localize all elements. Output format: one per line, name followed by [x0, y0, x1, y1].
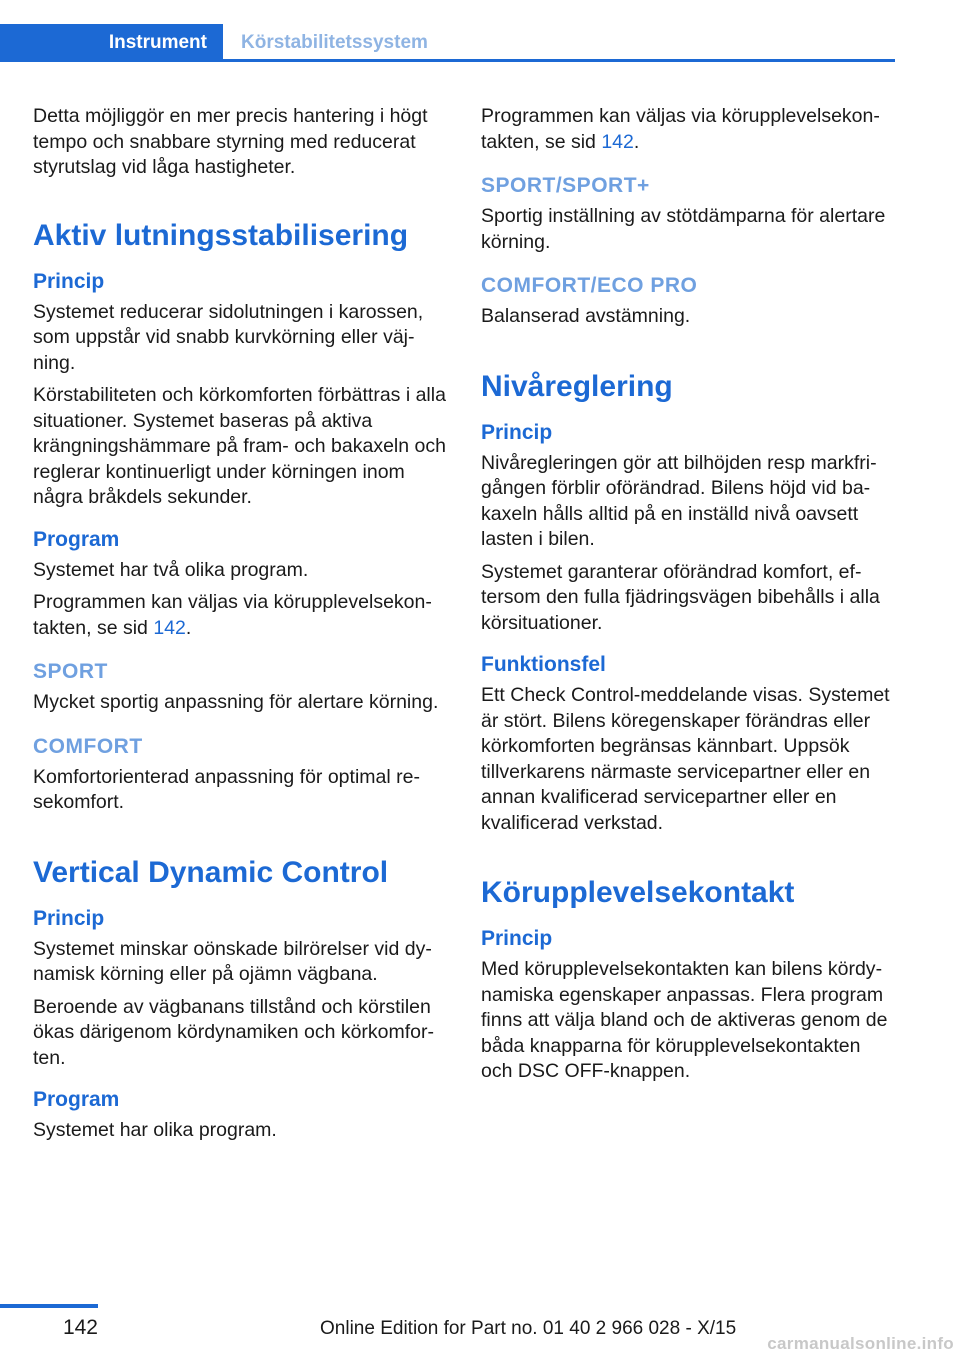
- paragraph: Beroende av vägbanans tillstånd och körstilen ökas därigenom kördynamiken och körkomforten.: [33, 995, 435, 1069]
- subheading-princip: Princip: [33, 906, 105, 930]
- section-title-aktiv-lutning: Aktiv lutningsstabilisering: [33, 218, 409, 252]
- intro-paragraph: Detta möjliggör en mer precis hantering i högt tempo och snabbare styrning med reducerat styrutslag vid låga hastigheter.: [33, 105, 428, 178]
- text: .: [185, 616, 192, 639]
- page-header: [0, 24, 895, 62]
- section-title-nivareglering: Nivåreglering: [481, 369, 673, 403]
- program-heading-comfort: COMFORT: [33, 734, 143, 758]
- page-link[interactable]: 142: [601, 130, 634, 153]
- program-heading-sport: SPORT: [33, 660, 108, 683]
- subheading-program: Program: [33, 1088, 120, 1111]
- paragraph-with-link: [481, 104, 896, 155]
- watermark: carmanualsonline.info: [767, 1334, 954, 1353]
- section-tab: Körstabilitetssystem: [241, 32, 428, 53]
- paragraph: Ett Check Control-meddelande visas. Systemet är stört. Bilens köregenskaper förändras eller körkomforten begränsas kännbart. Uppsök tillverkarens närmaste servicepartner eller en annan kvalificerad servicepartner eller en kvalificerad verkstad.: [481, 684, 890, 834]
- subheading-funktionsfel: Funktionsfel: [481, 653, 606, 676]
- paragraph: Mycket sportig anpassning för alertare körning.: [33, 691, 439, 713]
- page-number: [0, 1316, 98, 1340]
- header-rule: [0, 59, 895, 62]
- edition-line: Online Edition for Part no. 01 40 2 966 028 - X/15: [320, 1318, 737, 1339]
- left-column: [33, 104, 448, 1151]
- paragraph: Systemet minskar oönskade bilrörelser vid dynamisk körning eller på ojämn vägbana.: [33, 937, 432, 985]
- paragraph: Systemet garanterar oförändrad komfort, eftersom den fulla fjädringsvägen bibehålls i alla körsituationer.: [481, 560, 880, 634]
- paragraph: Sportig inställning av stötdämparna för alertare körning.: [481, 205, 886, 253]
- subheading-princip: Princip: [481, 927, 553, 950]
- subheading-princip: Princip: [33, 269, 105, 293]
- chapter-tab: Instrument: [0, 24, 223, 62]
- program-heading-comfort-eco: COMFORT/ECO PRO: [481, 274, 698, 297]
- program-heading-sport-plus: SPORT/SPORT+: [481, 174, 650, 197]
- paragraph: Med körupplevelsekontakten kan bilens kördynamiska egenskaper anpassas. Flera program finns att välja bland och de aktiveras genom de båda knapparna för körupplevelsekontakten och DSC OFF-knappen.: [481, 958, 888, 1082]
- page-link[interactable]: 142: [153, 616, 186, 639]
- paragraph: Nivåregleringen gör att bilhöjden resp markfrigången förblir oförändrad. Bilens höjd vid bakaxeln hålls alltid på en inställd nivå oavsett lasten i bilen.: [481, 451, 877, 550]
- text: Programmen kan väljas via körupplevelsekontakten, se sid: [481, 105, 880, 153]
- paragraph: Komfortorienterad anpassning för optimal resekomfort.: [33, 765, 420, 813]
- paragraph: Systemet har olika program.: [33, 1119, 277, 1141]
- footer-rule: [0, 1304, 98, 1308]
- subheading-princip: Princip: [481, 420, 553, 444]
- section-title-vdc: Vertical Dynamic Control: [33, 855, 389, 889]
- right-column: [481, 104, 896, 1092]
- text: Programmen kan väljas via körupplevelsekontakten, se sid: [33, 591, 432, 639]
- paragraph: Systemet reducerar sidolutningen i karossen, som uppstår vid snabb kurvkörning eller väjning.: [33, 300, 424, 374]
- paragraph: Balanserad avstämning.: [481, 305, 691, 327]
- text: .: [633, 130, 640, 153]
- paragraph: Körstabiliteten och körkomforten förbättras i alla situationer. Systemet baseras på aktiva krängningshämmare på fram- och bakaxeln och reglerar kontinuerligt under körningen inom några bråkdels sekunder.: [33, 384, 446, 508]
- subheading-program: Program: [33, 527, 120, 551]
- paragraph: Systemet har två olika program.: [33, 558, 309, 581]
- page-number-text: 142: [62, 1316, 98, 1339]
- section-title-korupplevelsekontakt: Körupplevelsekontakt: [481, 876, 795, 909]
- paragraph-with-link: [33, 590, 448, 641]
